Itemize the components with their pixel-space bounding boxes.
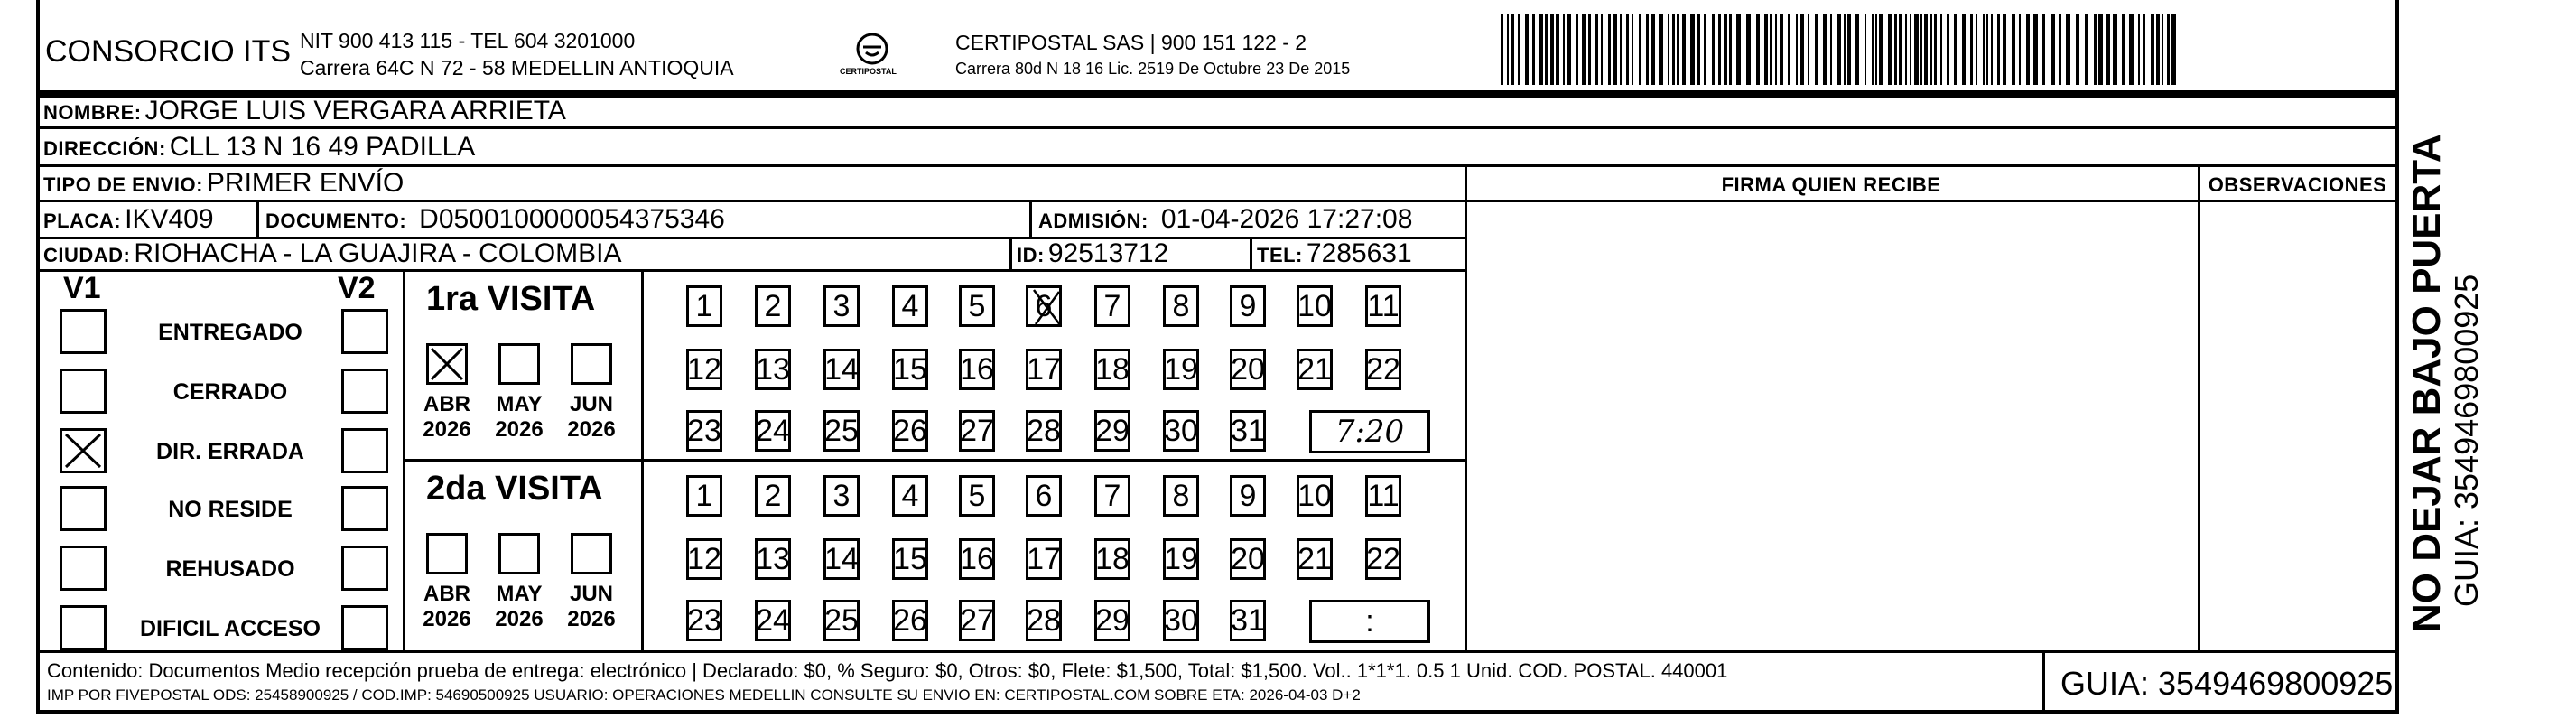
day-number: 14 (824, 352, 859, 387)
day-number: 13 (756, 352, 790, 387)
v1-checkbox[interactable] (60, 428, 107, 473)
day-box[interactable] (1094, 475, 1130, 517)
day-number: 6 (1035, 289, 1053, 323)
day-box[interactable] (1365, 538, 1401, 580)
day-number: 24 (756, 603, 790, 638)
day-box[interactable] (1163, 349, 1199, 390)
day-box[interactable] (686, 349, 722, 390)
status-label: DIR. ERRADA (156, 439, 304, 464)
day-box[interactable] (1163, 475, 1199, 517)
day-box[interactable] (1230, 600, 1266, 641)
id-row (1017, 238, 1168, 269)
v1-checkbox[interactable] (60, 546, 107, 591)
day-box[interactable] (1094, 600, 1130, 641)
side-warning: NO DEJAR BAJO PUERTA (2404, 134, 2449, 632)
day-number: 22 (1366, 352, 1400, 387)
day-box[interactable] (823, 475, 860, 517)
day-box[interactable] (959, 410, 995, 452)
observaciones-area[interactable] (2201, 201, 2393, 649)
day-number: 3 (832, 289, 851, 323)
v2-checkbox[interactable] (341, 369, 388, 414)
day-number: 23 (687, 414, 721, 448)
day-number: 20 (1231, 352, 1265, 387)
day-number: 17 (1027, 542, 1061, 576)
time-value: : (1365, 604, 1374, 639)
day-number: 11 (1367, 289, 1400, 323)
barcode-graphic (1501, 14, 2180, 85)
id-label: ID: (1017, 244, 1045, 266)
day-box[interactable] (959, 600, 995, 641)
month-year: 2026 (423, 416, 471, 442)
day-number: 5 (968, 289, 986, 323)
day-number: 7 (1103, 289, 1121, 323)
day-box[interactable] (1026, 285, 1062, 327)
nombre-value: JORGE LUIS VERGARA ARRIETA (144, 96, 566, 126)
day-box[interactable] (1026, 538, 1062, 580)
check-x-icon (1028, 288, 1065, 328)
visit-title: 2da VISITA (426, 470, 603, 508)
admision-label: ADMISIÓN: (1038, 210, 1149, 232)
check-x-icon (62, 431, 104, 471)
time-value: 7:20 (1334, 414, 1405, 450)
day-box[interactable] (755, 410, 791, 452)
day-box[interactable] (1026, 475, 1062, 517)
day-number: 4 (901, 289, 919, 323)
day-number: 17 (1027, 352, 1061, 387)
day-box[interactable] (1026, 349, 1062, 390)
certipostal-address: Carrera 80d N 18 16 Lic. 2519 De Octubre 23 De 2015 (955, 60, 1351, 78)
day-box[interactable] (686, 285, 722, 327)
day-number: 24 (756, 414, 790, 448)
day-number: 11 (1367, 479, 1400, 513)
month-label (560, 582, 623, 631)
v2-checkbox[interactable] (341, 605, 388, 650)
check-x-icon (429, 346, 465, 382)
day-number: 26 (893, 414, 927, 448)
status-label: CERRADO (172, 379, 288, 405)
v2-label: V2 (338, 271, 376, 305)
day-box[interactable] (1297, 285, 1333, 327)
day-number: 6 (1035, 479, 1053, 513)
day-number: 14 (824, 542, 859, 576)
day-box[interactable] (892, 285, 928, 327)
month-checkbox[interactable] (498, 533, 540, 574)
footer-imp: IMP POR FIVEPOSTAL ODS: 25458900925 / COD.IMP: 54690500925 USUARIO: OPERACIONES MEDELLIN CONSULTE SU ENVIO EN: CERTIPOSTAL.COM SOBRE ETA: 2026-04-03 D+2 (47, 686, 1361, 704)
month-year: 2026 (567, 606, 616, 631)
barcode (1501, 14, 2180, 85)
day-box[interactable] (959, 349, 995, 390)
v2-checkbox[interactable] (341, 428, 388, 473)
day-box[interactable] (755, 349, 791, 390)
day-box[interactable] (755, 538, 791, 580)
day-number: 16 (960, 542, 994, 576)
day-number: 4 (901, 479, 919, 513)
day-box[interactable] (1163, 600, 1199, 641)
month-label (488, 392, 551, 442)
month-name: MAY (496, 392, 543, 416)
day-number: 23 (687, 603, 721, 638)
day-box[interactable] (755, 475, 791, 517)
month-name: ABR (423, 582, 470, 606)
time-field[interactable] (1309, 600, 1430, 643)
day-box[interactable] (823, 410, 860, 452)
day-number: 2 (764, 289, 782, 323)
day-number: 27 (960, 603, 994, 638)
day-number: 30 (1164, 603, 1198, 638)
day-number: 9 (1239, 479, 1257, 513)
month-year: 2026 (495, 606, 544, 631)
day-box[interactable] (892, 410, 928, 452)
day-box[interactable] (892, 600, 928, 641)
day-number: 3 (832, 479, 851, 513)
day-number: 10 (1297, 479, 1332, 513)
documento-label: DOCUMENTO: (265, 210, 407, 232)
month-checkbox[interactable] (426, 533, 468, 574)
day-box[interactable] (1230, 475, 1266, 517)
day-box[interactable] (1094, 538, 1130, 580)
documento-row (265, 204, 725, 235)
day-number: 31 (1231, 414, 1265, 448)
month-label (415, 392, 479, 442)
day-box[interactable] (686, 538, 722, 580)
tel-label: TEL: (1257, 244, 1303, 266)
admision-value: 01-04-2026 17:27:08 (1160, 204, 1413, 234)
direccion-row (43, 132, 475, 163)
month-checkbox[interactable] (571, 343, 612, 385)
day-box[interactable] (1163, 538, 1199, 580)
month-label (560, 392, 623, 442)
direccion-label: DIRECCIÓN: (43, 137, 166, 160)
day-box[interactable] (755, 285, 791, 327)
month-label (488, 582, 551, 631)
month-year: 2026 (567, 416, 616, 442)
day-box[interactable] (892, 475, 928, 517)
day-box[interactable] (1163, 285, 1199, 327)
day-number: 26 (893, 603, 927, 638)
ciudad-value: RIOHACHA - LA GUAJIRA - COLOMBIA (134, 238, 622, 268)
day-number: 1 (695, 479, 713, 513)
v1-checkbox[interactable] (60, 486, 107, 531)
day-box[interactable] (1026, 600, 1062, 641)
day-number: 15 (893, 542, 927, 576)
documento-value: D0500100000054375346 (419, 204, 725, 234)
footer-contenido: Contenido: Documentos Medio recepción prueba de entrega: electrónico | Declarado: $0, % Seguro: $0, Otros: $0, Flete: $1,500, Total: $1,500. Vol.. 1*1*1. 0.5 1 Unid. COD. POSTAL. 440001 (47, 659, 1728, 682)
day-box[interactable] (1163, 410, 1199, 452)
logo-text: CERTIPOSTAL (840, 67, 897, 76)
day-box[interactable] (892, 349, 928, 390)
firma-area[interactable] (1468, 201, 2196, 649)
month-year: 2026 (423, 606, 471, 631)
day-number: 13 (756, 542, 790, 576)
time-field[interactable] (1309, 410, 1430, 453)
v2-checkbox[interactable] (341, 546, 388, 591)
certipostal-line: CERTIPOSTAL SAS | 900 151 122 - 2 (955, 31, 1307, 54)
status-label: REHUSADO (165, 556, 295, 582)
day-box[interactable] (1297, 349, 1333, 390)
day-number: 25 (824, 603, 859, 638)
day-box[interactable] (1230, 285, 1266, 327)
placa-row (43, 204, 214, 235)
day-number: 28 (1027, 414, 1061, 448)
month-label (415, 582, 479, 631)
firma-label: FIRMA QUIEN RECIBE (1721, 173, 1941, 196)
direccion-value: CLL 13 N 16 49 PADILLA (169, 132, 476, 162)
month-checkbox[interactable] (498, 343, 540, 385)
day-number: 20 (1231, 542, 1265, 576)
tipo-row (43, 168, 404, 199)
day-box[interactable] (755, 600, 791, 641)
day-box[interactable] (1365, 285, 1401, 327)
day-number: 9 (1239, 289, 1257, 323)
day-number: 16 (960, 352, 994, 387)
placa-value: IKV409 (125, 204, 214, 234)
day-box[interactable] (959, 475, 995, 517)
day-number: 19 (1164, 352, 1198, 387)
day-number: 21 (1297, 542, 1332, 576)
admision-row (1038, 204, 1412, 235)
day-number: 21 (1297, 352, 1332, 387)
day-number: 1 (695, 289, 713, 323)
day-box[interactable] (686, 410, 722, 452)
v1-checkbox[interactable] (60, 605, 107, 650)
ciudad-row (43, 238, 622, 269)
day-number: 8 (1172, 289, 1190, 323)
v1-label: V1 (63, 271, 101, 305)
day-number: 29 (1095, 414, 1130, 448)
ciudad-label: CIUDAD: (43, 244, 131, 266)
day-number: 29 (1095, 603, 1130, 638)
month-name: MAY (496, 582, 543, 606)
month-year: 2026 (495, 416, 544, 442)
day-box[interactable] (959, 285, 995, 327)
day-number: 28 (1027, 603, 1061, 638)
day-number: 5 (968, 479, 986, 513)
day-box[interactable] (1094, 285, 1130, 327)
day-number: 8 (1172, 479, 1190, 513)
day-box[interactable] (1297, 475, 1333, 517)
day-box[interactable] (1297, 538, 1333, 580)
tel-row (1257, 238, 1412, 269)
month-name: JUN (569, 392, 613, 416)
side-guia: GUIA: 3549469800925 (2448, 274, 2486, 607)
day-box[interactable] (823, 285, 860, 327)
day-box[interactable] (1230, 349, 1266, 390)
day-number: 30 (1164, 414, 1198, 448)
day-number: 27 (960, 414, 994, 448)
day-number: 12 (687, 352, 721, 387)
tel-value: 7285631 (1306, 238, 1412, 268)
day-number: 18 (1095, 542, 1130, 576)
v2-checkbox[interactable] (341, 486, 388, 531)
nit-line: NIT 900 413 115 - TEL 604 3201000 (300, 29, 636, 52)
company-name: CONSORCIO ITS (45, 34, 292, 69)
footer-guia: GUIA: 3549469800925 (2060, 665, 2394, 702)
status-label: ENTREGADO (158, 320, 302, 345)
day-box[interactable] (823, 600, 860, 641)
visit-title: 1ra VISITA (426, 280, 596, 318)
month-name: JUN (569, 582, 613, 606)
day-number: 25 (824, 414, 859, 448)
day-box[interactable] (1365, 349, 1401, 390)
day-number: 10 (1297, 289, 1332, 323)
day-box[interactable] (1094, 410, 1130, 452)
month-name: ABR (423, 392, 470, 416)
company-address: Carrera 64C N 72 - 58 MEDELLIN ANTIOQUIA (300, 56, 734, 79)
side-text (2405, 90, 2576, 632)
day-box[interactable] (686, 475, 722, 517)
day-box[interactable] (1230, 410, 1266, 452)
v1-checkbox[interactable] (60, 309, 107, 354)
month-checkbox[interactable] (571, 533, 612, 574)
day-box[interactable] (1026, 410, 1062, 452)
day-box[interactable] (1230, 538, 1266, 580)
tipo-label: TIPO DE ENVIO: (43, 173, 203, 196)
day-box[interactable] (823, 349, 860, 390)
day-number: 15 (893, 352, 927, 387)
day-number: 19 (1164, 542, 1198, 576)
day-number: 2 (764, 479, 782, 513)
day-number: 22 (1366, 542, 1400, 576)
certipostal-logo (836, 29, 908, 83)
day-number: 7 (1103, 479, 1121, 513)
placa-label: PLACA: (43, 210, 122, 232)
day-box[interactable] (686, 600, 722, 641)
observaciones-label: OBSERVACIONES (2208, 173, 2387, 196)
day-box[interactable] (1094, 349, 1130, 390)
day-box[interactable] (1365, 475, 1401, 517)
day-box[interactable] (959, 538, 995, 580)
v2-checkbox[interactable] (341, 309, 388, 354)
nombre-row (43, 96, 566, 126)
day-number: 12 (687, 542, 721, 576)
day-box[interactable] (823, 538, 860, 580)
nombre-label: NOMBRE: (43, 101, 142, 124)
day-number: 31 (1231, 603, 1265, 638)
day-number: 18 (1095, 352, 1130, 387)
day-box[interactable] (892, 538, 928, 580)
id-value: 92513712 (1047, 238, 1169, 268)
status-label: DIFICIL ACCESO (139, 616, 321, 641)
tipo-value: PRIMER ENVÍO (206, 168, 405, 198)
v1-checkbox[interactable] (60, 369, 107, 414)
month-checkbox[interactable] (426, 343, 468, 385)
status-label: NO RESIDE (168, 497, 293, 522)
